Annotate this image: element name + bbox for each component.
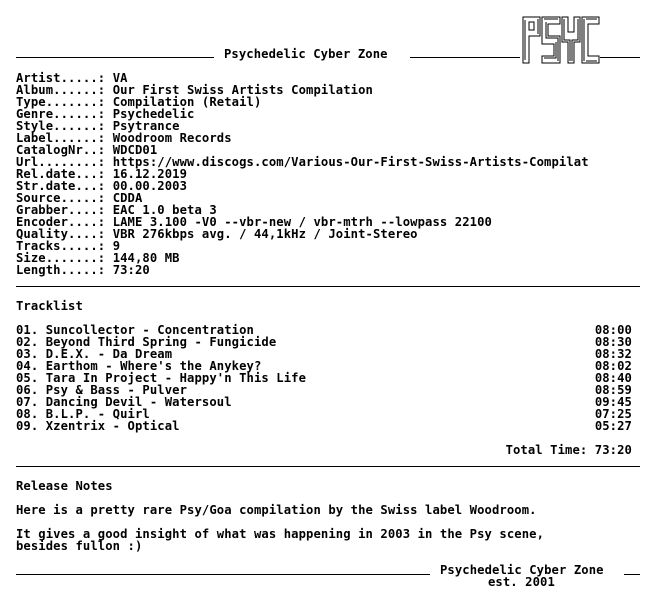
info-value: EAC 1.0 beta 3 xyxy=(112,203,217,217)
track-title: 03. D.E.X. - Da Dream xyxy=(16,347,173,361)
release-notes-line-1: Here is a pretty rare Psy/Goa compilation by the Swiss label Woodroom. xyxy=(16,503,537,517)
track-title: 05. Tara In Project - Happy'n This Life xyxy=(16,371,307,385)
track-time: 08:02 xyxy=(594,359,632,373)
header-title: Psychedelic Cyber Zone xyxy=(224,47,388,61)
info-key: Source.....: xyxy=(16,191,106,205)
info-value: 16.12.2019 xyxy=(112,167,188,181)
header-rule-middle xyxy=(410,57,520,58)
track-title: 09. Xzentrix - Optical xyxy=(16,419,180,433)
track-time: 08:40 xyxy=(594,371,632,385)
release-notes-line-3: besides fullon :) xyxy=(16,539,143,553)
info-key: Artist.....: xyxy=(16,71,106,85)
info-value: Woodroom Records xyxy=(112,131,232,145)
info-value: 73:20 xyxy=(112,263,150,277)
info-row xyxy=(16,264,632,276)
info-value: Psytrance xyxy=(112,119,180,133)
info-value: 9 xyxy=(112,239,121,253)
track-time: 08:00 xyxy=(594,323,632,337)
track-title: 08. B.L.P. - Quirl xyxy=(16,407,150,421)
info-value: Compilation (Retail) xyxy=(112,95,262,109)
info-value: VBR 276kbps avg. / 44,1kHz / Joint-Stereo xyxy=(112,227,418,241)
info-key: Rel.date...: xyxy=(16,167,106,181)
footer-rule-right xyxy=(624,574,640,575)
track-time: 09:45 xyxy=(594,395,632,409)
footer-title: Psychedelic Cyber Zone xyxy=(440,563,604,577)
info-key: Encoder....: xyxy=(16,215,106,229)
info-key: Grabber....: xyxy=(16,203,106,217)
info-key: Album......: xyxy=(16,83,106,97)
track-title: 01. Suncollector - Concentration xyxy=(16,323,254,337)
track-row xyxy=(16,420,632,432)
track-time: 07:25 xyxy=(594,407,632,421)
info-value: Psychedelic xyxy=(112,107,195,121)
header-rule-left xyxy=(16,57,214,58)
footer-est: est. 2001 xyxy=(488,575,555,589)
info-key: Label......: xyxy=(16,131,106,145)
info-key: Quality....: xyxy=(16,227,106,241)
total-time: Total Time: 73:20 xyxy=(505,443,632,457)
separator-tracklist-notes xyxy=(16,466,640,467)
track-time: 08:32 xyxy=(594,347,632,361)
info-key: Tracks.....: xyxy=(16,239,106,253)
info-value: VA xyxy=(112,71,128,85)
info-value: Our First Swiss Artists Compilation xyxy=(112,83,373,97)
track-title: 04. Earthom - Where's the Anykey? xyxy=(16,359,262,373)
track-time: 08:59 xyxy=(594,383,632,397)
info-value: CDDA xyxy=(112,191,143,205)
header-rule-right xyxy=(600,57,640,58)
tracklist-heading: Tracklist xyxy=(16,299,83,313)
info-key: Size.......: xyxy=(16,251,106,265)
info-key: Style......: xyxy=(16,119,106,133)
release-notes-heading: Release Notes xyxy=(16,479,113,493)
track-time: 08:30 xyxy=(594,335,632,349)
info-key: Str.date...: xyxy=(16,179,106,193)
track-title: 07. Dancing Devil - Watersoul xyxy=(16,395,232,409)
separator-info-tracklist xyxy=(16,286,640,287)
track-title: 02. Beyond Third Spring - Fungicide xyxy=(16,335,277,349)
info-key: Type.......: xyxy=(16,95,106,109)
info-value: LAME 3.100 -V0 --vbr-new / vbr-mtrh --lowpass 22100 xyxy=(112,215,492,229)
info-value: 144,80 MB xyxy=(112,251,180,265)
info-value: https://www.discogs.com/Various-Our-First-Swiss-Artists-Compilat xyxy=(112,155,589,169)
footer-rule-left xyxy=(16,574,430,575)
info-key: Genre......: xyxy=(16,107,106,121)
track-time: 05:27 xyxy=(594,419,632,433)
info-key: Length.....: xyxy=(16,263,106,277)
psycz-maze-logo-icon xyxy=(522,16,600,64)
info-key: Url........: xyxy=(16,155,106,169)
info-value: 00.00.2003 xyxy=(112,179,188,193)
info-value: WDCD01 xyxy=(112,143,158,157)
track-title: 06. Psy & Bass - Pulver xyxy=(16,383,188,397)
release-notes-line-2: It gives a good insight of what was happening in 2003 in the Psy scene, xyxy=(16,527,545,541)
info-key: CatalogNr..: xyxy=(16,143,106,157)
